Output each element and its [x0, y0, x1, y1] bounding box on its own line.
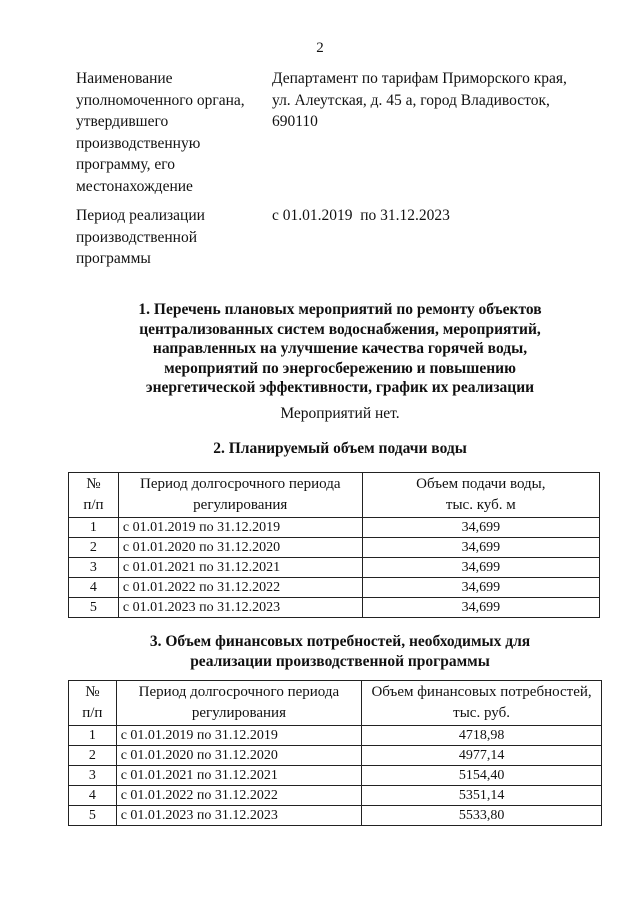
table-row — [69, 538, 600, 558]
authority-value-line: Департамент по тарифам Приморского края, — [272, 70, 567, 87]
authority-label-line: производственную — [76, 134, 201, 152]
row-period: с 01.01.2020 по 31.12.2020 — [118, 538, 362, 558]
row-value: 5533,80 — [362, 806, 602, 826]
header-value-line: Объем подачи воды, — [416, 476, 546, 492]
section1-heading-line: 1. Перечень плановых мероприятий по ремонту объектов — [138, 301, 542, 318]
row-value: 34,699 — [362, 518, 599, 538]
header-num-line: п/п — [82, 705, 103, 721]
section2-heading: 2. Планируемый объем подачи воды — [213, 440, 467, 457]
header-num-line: п/п — [83, 497, 104, 513]
authority-label — [76, 68, 245, 197]
authority-value-line: ул. Алеутская, д. 45 а, город Владивосток, — [272, 91, 550, 109]
authority-label-line: Наименование — [76, 70, 173, 87]
header-num-line: № — [86, 476, 101, 492]
header-period-line: Период долгосрочного периода — [140, 476, 341, 492]
row-period: с 01.01.2021 по 31.12.2021 — [118, 558, 362, 578]
row-value: 34,699 — [362, 598, 599, 618]
header-value-line: Объем финансовых потребностей, — [371, 684, 592, 700]
header-value-line: тыс. руб. — [453, 705, 510, 721]
header-num — [69, 473, 119, 518]
row-num: 1 — [69, 518, 119, 538]
period-value: с 01.01.2019 по 31.12.2023 — [272, 207, 450, 224]
section1-heading-line: энергетической эффективности, график их реализации — [145, 379, 535, 396]
period-label-line: программы — [76, 250, 151, 267]
table-row — [69, 726, 602, 746]
period-label — [76, 205, 205, 270]
section1-heading-line: мероприятий по энергосбережению и повышению — [164, 359, 516, 377]
row-value: 4718,98 — [362, 726, 602, 746]
row-value: 5154,40 — [362, 766, 602, 786]
section3-heading-line: реализации производственной программы — [190, 652, 490, 670]
table-row — [69, 518, 600, 538]
header-value — [362, 473, 599, 518]
authority-label-line: уполномоченного органа, — [76, 91, 245, 109]
table-row — [69, 746, 602, 766]
row-num: 2 — [69, 538, 119, 558]
header-period-line: регулирования — [193, 497, 288, 513]
period-label-line: производственной — [76, 228, 198, 246]
row-period: с 01.01.2019 по 31.12.2019 — [118, 518, 362, 538]
header-period — [118, 473, 362, 518]
table-header-row — [69, 681, 602, 726]
authority-label-line: местонахождение — [76, 177, 193, 195]
header-num-line: № — [85, 684, 100, 700]
row-period: с 01.01.2022 по 31.12.2022 — [118, 578, 362, 598]
row-num: 4 — [69, 786, 117, 806]
section3-heading — [0, 632, 640, 671]
header-period — [116, 681, 361, 726]
header-period-line: регулирования — [191, 705, 286, 721]
table-row — [69, 558, 600, 578]
row-period: с 01.01.2021 по 31.12.2021 — [116, 766, 361, 786]
row-num: 4 — [69, 578, 119, 598]
row-period: с 01.01.2019 по 31.12.2019 — [116, 726, 361, 746]
section1-heading-line: централизованных систем водоснабжения, мероприятий, — [139, 320, 541, 338]
table-row — [69, 598, 600, 618]
authority-label-line: программу, его — [76, 156, 175, 173]
table-header-row — [69, 473, 600, 518]
authority-label-line: утвердившего — [76, 113, 169, 130]
row-value: 4977,14 — [362, 746, 602, 766]
row-period: с 01.01.2023 по 31.12.2023 — [116, 806, 361, 826]
section1-text: Мероприятий нет. — [280, 405, 400, 422]
row-period: с 01.01.2020 по 31.12.2020 — [116, 746, 361, 766]
row-num: 5 — [69, 806, 117, 826]
row-num: 3 — [69, 558, 119, 578]
row-value: 34,699 — [362, 538, 599, 558]
row-num: 1 — [69, 726, 117, 746]
header-value — [362, 681, 602, 726]
financial-needs-table — [68, 680, 602, 826]
row-num: 3 — [69, 766, 117, 786]
header-period-line: Период долгосрочного периода — [138, 684, 340, 700]
row-num: 5 — [69, 598, 119, 618]
row-period: с 01.01.2022 по 31.12.2022 — [116, 786, 361, 806]
row-value: 34,699 — [362, 578, 599, 598]
authority-value — [272, 68, 567, 133]
section1-heading-line: направленных на улучшение качества горячей воды, — [152, 340, 528, 357]
row-period: с 01.01.2023 по 31.12.2023 — [118, 598, 362, 618]
row-value: 34,699 — [362, 558, 599, 578]
table-row — [69, 578, 600, 598]
row-num: 2 — [69, 746, 117, 766]
section3-heading-line: 3. Объем финансовых потребностей, необходимых для — [149, 633, 531, 650]
header-num — [69, 681, 117, 726]
table-row — [69, 766, 602, 786]
section1-heading — [0, 300, 640, 398]
table-row — [69, 806, 602, 826]
water-volume-table — [68, 472, 600, 618]
table-row — [69, 786, 602, 806]
page-number: 2 — [316, 40, 324, 56]
period-label-line: Период реализации — [76, 207, 205, 224]
authority-value-line: 690110 — [272, 113, 318, 130]
row-value: 5351,14 — [362, 786, 602, 806]
header-value-line: тыс. куб. м — [445, 497, 516, 513]
